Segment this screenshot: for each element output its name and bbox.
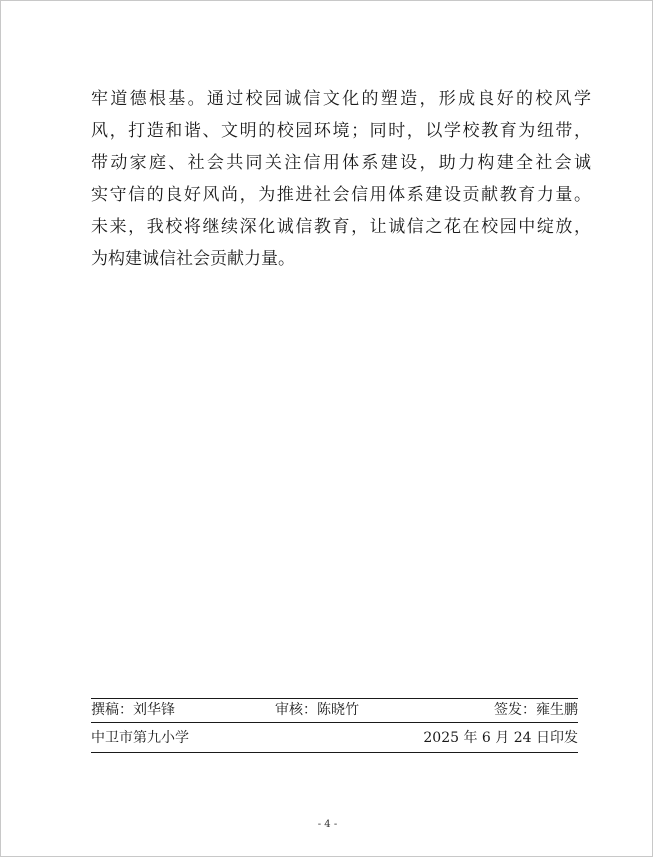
body-line-4: 实守信的良好风尚，为推进社会信用体系建设贡献教育力量。	[91, 185, 591, 205]
page-number: - 4 -	[317, 819, 338, 830]
body-text	[91, 83, 591, 275]
body-line-2: 风，打造和谐、文明的校园环境；同时，以学校教育为纽带，	[91, 121, 591, 141]
print-date: 2025 年 6 月 24 日印发	[423, 730, 578, 746]
issue-row	[91, 727, 578, 749]
body-line-6: 为构建诚信社会贡献力量。	[91, 249, 295, 269]
organization-name: 中卫市第九小学	[91, 730, 189, 746]
footer-rule-top	[91, 698, 578, 699]
signoff-row	[91, 700, 578, 720]
footer-rule-bottom	[91, 752, 578, 753]
footer-rule-middle	[91, 722, 578, 723]
reviewer-label: 审核：陈晓竹	[275, 702, 359, 718]
body-line-5: 未来，我校将继续深化诚信教育，让诚信之花在校园中绽放，	[91, 217, 591, 237]
drafter-label: 撰稿：刘华锋	[91, 702, 175, 718]
body-line-3: 带动家庭、社会共同关注信用体系建设，助力构建全社会诚	[91, 153, 591, 173]
body-line-1: 牢道德根基。通过校园诚信文化的塑造，形成良好的校风学	[91, 89, 591, 109]
issuer-label: 签发：雍生鹏	[494, 702, 578, 718]
